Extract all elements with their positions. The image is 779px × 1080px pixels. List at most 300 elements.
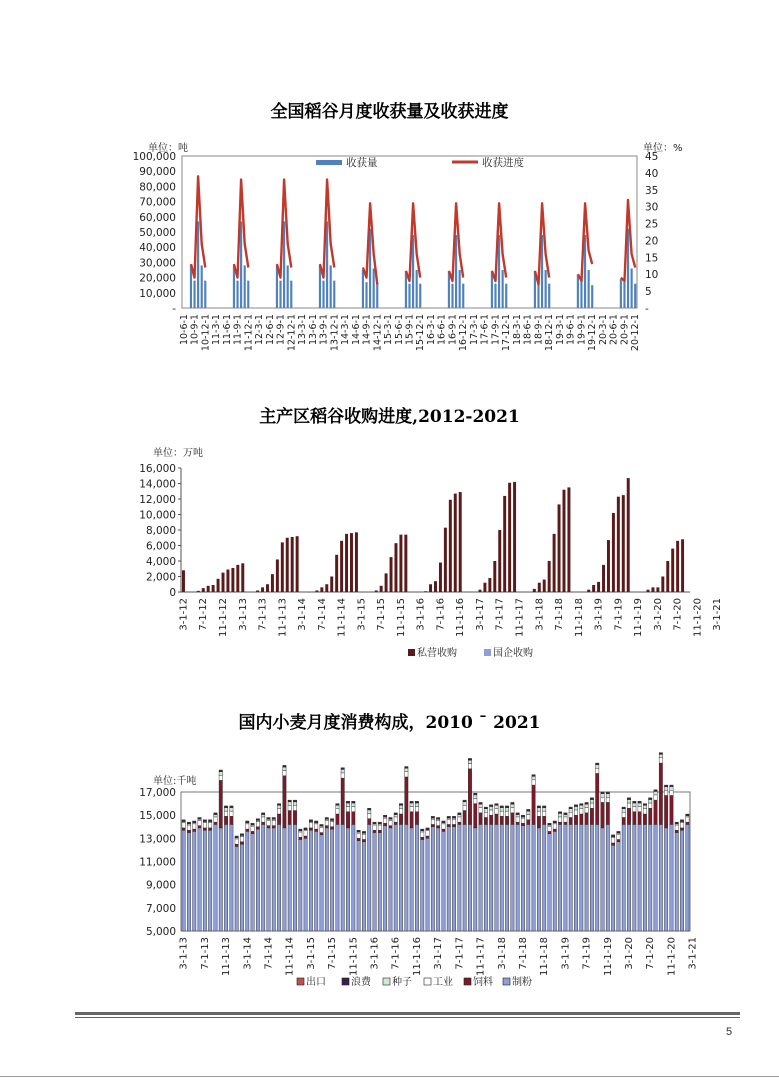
flour-bar: [596, 824, 599, 931]
flour-bar: [643, 824, 646, 931]
x-tick-label: 7-1-20: [645, 937, 657, 970]
export-bar: [627, 798, 630, 799]
y-tick: 11,000: [139, 856, 176, 869]
feed-bar: [341, 778, 344, 824]
x-tick-label: 11-1-18: [573, 598, 585, 638]
x-tick-label: 11-1-15: [395, 598, 407, 638]
industry-bar: [521, 818, 524, 823]
feed-bar: [288, 811, 291, 825]
feed-bar: [405, 777, 408, 824]
flour-bar: [489, 824, 492, 931]
legend-label-industry: 工业: [433, 977, 453, 988]
feed-bar: [304, 836, 307, 838]
flour-bar: [558, 824, 561, 931]
industry-bar: [553, 824, 556, 829]
industry-bar: [447, 819, 450, 824]
flour-bar: [436, 828, 439, 931]
feed-bar: [627, 808, 630, 824]
export-bar: [256, 819, 259, 820]
flour-bar: [537, 828, 540, 931]
y-tick-left: 20,000: [139, 272, 176, 285]
legend-swatch-seed: [383, 978, 390, 985]
industry-bar: [288, 805, 291, 810]
industry-bar: [558, 817, 561, 822]
export-bar: [362, 831, 365, 832]
x-tick-label: 18-3-1: [511, 314, 523, 346]
industry-bar: [659, 758, 662, 763]
flour-bar: [670, 824, 673, 931]
y-tick-right: 45: [645, 151, 659, 163]
feed-bar: [686, 822, 689, 824]
flour-bar: [574, 824, 577, 931]
feed-bar: [346, 812, 349, 828]
feed-bar: [426, 836, 429, 838]
flour-bar: [442, 831, 445, 931]
flour-bar: [399, 824, 402, 931]
export-bar: [378, 822, 381, 823]
x-tick-label: 3-1-20: [652, 598, 664, 631]
export-bar: [277, 804, 280, 805]
flour-bar: [484, 824, 487, 931]
seed-bar: [283, 767, 286, 770]
legend-label-export: 出口: [306, 977, 326, 988]
y-tick-right: 30: [645, 201, 659, 214]
export-bar: [272, 817, 275, 818]
flour-bar: [320, 835, 323, 931]
x-tick-label: 19-3-1: [554, 314, 566, 346]
x-tick-label: 11-1-17: [475, 937, 487, 977]
industry-bar: [283, 771, 286, 776]
x-tick-label: 10-12-1: [200, 314, 212, 352]
flour-bar: [431, 827, 434, 931]
seed-bar: [341, 769, 344, 772]
x-tick-label: 7-1-19: [613, 598, 625, 631]
feed-bar: [299, 837, 302, 839]
export-bar: [601, 792, 604, 793]
x-tick-label: 11-1-19: [602, 937, 614, 977]
seed-bar: [219, 772, 222, 775]
industry-bar: [590, 803, 593, 808]
industry-bar: [187, 825, 190, 830]
export-bar: [182, 820, 185, 821]
feed-bar: [246, 829, 249, 831]
x-tick-label: 7-1-13: [257, 598, 269, 631]
export-bar: [622, 807, 625, 808]
flour-bar: [394, 824, 397, 931]
feed-bar: [256, 827, 259, 829]
feed-bar: [479, 813, 482, 825]
y-tick: 5,000: [145, 926, 176, 938]
export-bar: [495, 804, 498, 805]
export-bar: [686, 814, 689, 815]
flour-bar: [617, 842, 620, 931]
export-bar: [558, 812, 561, 813]
export-bar: [235, 836, 238, 837]
seed-bar: [484, 809, 487, 812]
y-tick: 16,000: [139, 463, 176, 475]
feed-bar: [601, 802, 604, 827]
x-tick-label: 19-6-1: [565, 314, 577, 346]
flour-bar: [659, 824, 662, 931]
y-tick-left: 100,000: [132, 151, 176, 163]
seed-bar: [564, 815, 567, 817]
x-tick-label: 3-1-17: [433, 937, 445, 970]
feed-bar: [383, 823, 386, 825]
x-tick-label: 11-1-17: [514, 598, 526, 638]
feed-bar: [468, 769, 471, 825]
flour-bar: [468, 824, 471, 931]
y-tick: 10,000: [139, 509, 176, 522]
export-bar: [288, 800, 291, 801]
x-tick-label: 15-12-1: [415, 314, 427, 352]
industry-bar: [240, 837, 243, 842]
x-tick-label: 12-12-1: [286, 314, 298, 352]
feed-bar: [309, 828, 312, 830]
export-bar: [187, 822, 190, 823]
feed-bar: [283, 776, 286, 828]
x-tick-label: 3-1-15: [356, 598, 368, 631]
x-tick-label: 7-1-19: [581, 937, 593, 970]
feed-bar: [542, 816, 545, 824]
industry-bar: [569, 812, 572, 817]
feed-bar: [516, 822, 519, 824]
export-bar: [447, 816, 450, 817]
seed-bar: [532, 776, 535, 779]
x-tick-label: 14-6-1: [350, 314, 362, 346]
export-bar: [198, 817, 201, 818]
y-tick-right: 5: [645, 286, 652, 299]
x-tick-label: 3-1-18: [534, 598, 546, 631]
export-bar: [405, 767, 408, 768]
x-tick-label: 11-6-1: [221, 314, 233, 346]
y-tick-left: 80,000: [139, 181, 176, 194]
export-bar: [426, 828, 429, 829]
export-bar: [633, 801, 636, 802]
feed-bar: [187, 830, 190, 832]
export-bar: [569, 807, 572, 808]
feed-bar: [511, 813, 514, 825]
flour-bar: [373, 833, 376, 931]
export-bar: [346, 801, 349, 802]
legend-label-harvest: 收获量: [346, 157, 378, 169]
industry-bar: [542, 811, 545, 816]
legend-label-soe: 国企收购: [493, 648, 533, 659]
flour-bar: [474, 828, 477, 931]
industry-bar: [580, 809, 583, 814]
export-bar: [267, 817, 270, 818]
export-bar: [564, 813, 567, 814]
x-tick-label: 16-12-1: [458, 314, 470, 352]
x-tick-label: 17-9-1: [490, 314, 502, 346]
x-tick-label: 7-1-14: [263, 937, 275, 970]
y-tick: 4,000: [145, 556, 176, 568]
legend-label-feed: 饲料: [473, 977, 493, 988]
x-tick-label: 11-9-1: [232, 314, 244, 346]
seed-bar: [352, 803, 355, 806]
feed-bar: [580, 814, 583, 824]
export-bar: [548, 823, 551, 824]
page-number: 5: [726, 1026, 733, 1038]
seed-bar: [214, 815, 217, 817]
legend-label-flour: 制粉: [512, 977, 532, 988]
seed-bar: [463, 802, 466, 805]
industry-bar: [511, 808, 514, 813]
seed-bar: [574, 806, 577, 809]
export-bar: [585, 802, 588, 803]
industry-bar: [293, 805, 296, 810]
feed-bar: [399, 814, 402, 824]
flour-bar: [304, 838, 307, 931]
feed-bar: [649, 808, 652, 824]
industry-bar: [315, 824, 318, 829]
flour-bar: [521, 826, 524, 931]
x-tick-label: 18-12-1: [544, 314, 556, 352]
x-tick-label: 16-6-1: [436, 314, 448, 346]
feed-bar: [203, 828, 206, 830]
footer-rule: [75, 1012, 740, 1020]
industry-bar: [346, 806, 349, 811]
y-tick-left: 60,000: [139, 211, 176, 224]
flour-bar: [606, 824, 609, 931]
flour-bar: [208, 830, 211, 931]
x-tick-label: 10-6-1: [178, 314, 190, 346]
feed-bar: [633, 812, 636, 825]
industry-bar: [378, 825, 381, 830]
industry-bar: [527, 815, 530, 820]
export-bar: [336, 804, 339, 805]
industry-bar: [564, 817, 567, 822]
x-tick-label: 16-9-1: [447, 314, 459, 346]
y-tick-right: 25: [645, 218, 659, 231]
feed-bar: [315, 829, 318, 831]
flour-bar: [346, 828, 349, 931]
x-tick-label: 11-1-13: [277, 598, 289, 638]
flour-bar: [389, 828, 392, 931]
export-bar: [500, 806, 503, 807]
industry-bar: [182, 823, 185, 828]
x-tick-label: 20-9-1: [619, 314, 631, 346]
flour-bar: [362, 842, 365, 931]
x-tick-label: 13-3-1: [297, 314, 309, 346]
industry-bar: [277, 809, 280, 814]
industry-bar: [336, 809, 339, 814]
seed-bar: [537, 808, 540, 811]
y-tick: 8,000: [145, 525, 176, 537]
industry-bar: [373, 825, 376, 830]
export-bar: [394, 813, 397, 814]
seed-bar: [500, 808, 503, 811]
export-bar: [638, 801, 641, 802]
industry-bar: [585, 808, 588, 813]
industry-bar: [489, 810, 492, 815]
legend-label-waste: 浪费: [351, 977, 371, 988]
flour-bar: [601, 828, 604, 931]
industry-bar: [649, 803, 652, 808]
feed-bar: [643, 814, 646, 824]
x-tick-label: 3-1-21: [687, 937, 699, 970]
chart3-title: 国内小麦月度消费构成，2010 ¯ 2021: [238, 713, 541, 733]
industry-bar: [654, 795, 657, 800]
export-bar: [643, 804, 646, 805]
feed-bar: [436, 826, 439, 828]
industry-bar: [341, 773, 344, 778]
feed-bar: [553, 829, 556, 831]
export-bar: [452, 816, 455, 817]
x-tick-label: 14-12-1: [372, 314, 384, 352]
feed-bar: [596, 773, 599, 824]
flour-bar: [627, 824, 630, 931]
feed-bar: [320, 833, 323, 835]
x-tick-label: 7-1-20: [672, 598, 684, 631]
y-tick-right: 20: [645, 235, 659, 248]
industry-bar: [601, 797, 604, 802]
feed-bar: [336, 814, 339, 824]
feed-bar: [293, 811, 296, 825]
industry-bar: [574, 810, 577, 815]
industry-bar: [537, 811, 540, 816]
feed-bar: [564, 822, 567, 824]
x-tick-label: 11-1-14: [336, 598, 348, 638]
feed-bar: [484, 817, 487, 824]
feed-bar: [251, 831, 254, 833]
y-tick-left: 70,000: [139, 196, 176, 209]
export-bar: [516, 813, 519, 814]
industry-bar: [405, 772, 408, 777]
industry-bar: [325, 820, 328, 825]
x-tick-label: 3-1-20: [624, 937, 636, 970]
flour-bar: [511, 824, 514, 931]
export-bar: [293, 800, 296, 801]
flour-bar: [182, 830, 185, 931]
feed-bar: [527, 820, 530, 825]
export-bar: [596, 763, 599, 764]
x-tick-label: 3-1-18: [496, 937, 508, 970]
x-tick-label: 3-1-15: [305, 937, 317, 970]
feed-bar: [452, 824, 455, 826]
flour-bar: [368, 824, 371, 931]
export-bar: [659, 753, 662, 754]
feed-bar: [463, 811, 466, 825]
flour-bar: [458, 824, 461, 931]
feed-bar: [500, 816, 503, 824]
x-tick-label: 7-1-17: [454, 937, 466, 970]
industry-bar: [368, 813, 371, 818]
legend-label-private: 私营收购: [417, 648, 457, 659]
export-bar: [670, 785, 673, 786]
legend-swatch-flour: [503, 978, 510, 985]
y-tick: 17,000: [139, 787, 176, 799]
x-tick-label: 11-1-14: [284, 937, 296, 977]
industry-bar: [479, 808, 482, 813]
seed-bar: [394, 815, 397, 817]
seed-bar: [405, 768, 408, 771]
x-tick-label: 13-12-1: [329, 314, 341, 352]
y-tick-left: 30,000: [139, 257, 176, 270]
industry-bar: [468, 764, 471, 769]
flour-bar: [224, 824, 227, 931]
feed-bar: [495, 814, 498, 824]
x-tick-label: 3-1-13: [237, 598, 249, 631]
industry-bar: [670, 790, 673, 795]
flour-bar: [405, 824, 408, 931]
feed-bar: [421, 837, 424, 839]
export-bar: [527, 809, 530, 810]
industry-bar: [463, 805, 466, 810]
flour-bar: [564, 824, 567, 931]
seed-bar: [410, 803, 413, 806]
seed-bar: [261, 815, 264, 817]
x-tick-label: 11-1-19: [633, 598, 645, 638]
feed-bar: [532, 785, 535, 824]
industry-bar: [230, 811, 233, 816]
industry-bar: [261, 817, 264, 822]
industry-bar: [617, 834, 620, 839]
x-tick-label: 3-1-14: [242, 937, 254, 970]
chart2-title: 主产区稻谷收购进度,2012-2021: [259, 407, 520, 427]
x-tick-label: 7-1-18: [517, 937, 529, 970]
feed-bar: [489, 815, 492, 824]
x-tick-label: 11-1-16: [455, 598, 467, 638]
industry-bar: [638, 806, 641, 811]
seed-bar: [627, 800, 630, 803]
seed-bar: [659, 754, 662, 757]
industry-bar: [431, 819, 434, 824]
industry-bar: [664, 790, 667, 795]
x-tick-label: 18-9-1: [533, 314, 545, 346]
seed-bar: [601, 794, 604, 797]
feed-bar: [277, 814, 280, 824]
feed-bar: [325, 826, 328, 828]
industry-bar: [611, 838, 614, 843]
export-bar: [415, 801, 418, 802]
x-tick-label: 15-9-1: [404, 314, 416, 346]
seed-bar: [606, 794, 609, 797]
x-tick-label: 10-9-1: [189, 314, 201, 346]
industry-bar: [495, 809, 498, 814]
feed-bar: [537, 816, 540, 828]
feed-bar: [362, 839, 365, 841]
industry-bar: [309, 823, 312, 828]
seed-bar: [590, 800, 593, 803]
industry-bar: [219, 775, 222, 780]
export-bar: [431, 816, 434, 817]
industry-bar: [627, 803, 630, 808]
export-bar: [341, 768, 344, 769]
x-tick-label: 7-1-15: [376, 598, 388, 631]
x-tick-label: 11-1-20: [666, 937, 678, 977]
feed-bar: [208, 828, 211, 830]
x-tick-label: 11-1-13: [221, 937, 233, 977]
feed-bar: [574, 815, 577, 824]
feed-bar: [505, 816, 508, 824]
axis-unit: 单位:千吨: [153, 776, 197, 787]
industry-bar: [426, 831, 429, 836]
feed-bar: [224, 816, 227, 824]
feed-bar: [590, 808, 593, 824]
axis-unit: 单位：万吨: [153, 448, 203, 459]
seed-bar: [511, 804, 514, 807]
export-bar: [230, 806, 233, 807]
export-bar: [325, 817, 328, 818]
seed-bar: [489, 806, 492, 809]
feed-bar: [606, 802, 609, 824]
x-tick-label: 13-6-1: [307, 314, 319, 346]
x-tick-label: 3-1-13: [178, 937, 190, 970]
seed-bar: [495, 805, 498, 808]
export-bar: [463, 800, 466, 801]
flour-bar: [516, 824, 519, 931]
flour-bar: [649, 824, 652, 931]
